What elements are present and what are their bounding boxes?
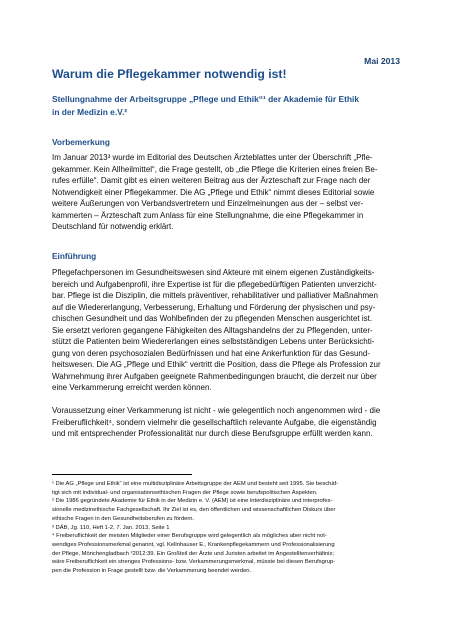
subtitle-line-1: Stellungnahme der Arbeitsgruppe „Pflege und Ethik“¹ der Akademie für Ethik bbox=[52, 94, 359, 104]
text-line: rufes erfülle“. Damit gibt es einen weiteren Beitrag aus der Ärzteschaft zur Frage nach der bbox=[52, 176, 371, 185]
text-line: gekammer. Kein Allheilmittel“, die Frage gestellt, ob „die Pflege die Kriterien eines freien Be- bbox=[52, 164, 378, 174]
footnote-line: ⁴ Freiberuflichkeit der meisten Mitglieder einer Berufsgruppe wird gelegentlich als mögliches aber nicht not- bbox=[52, 533, 327, 540]
text-line: eine Verkammerung erreicht werden können. bbox=[52, 383, 212, 392]
footnote-line: sionelle medizinethische Fachgesellschaft. Ihr Ziel ist es, den öffentlichen und wissenschaftlichen Diskurs über bbox=[52, 507, 336, 514]
text-line: kammerten – Ärzteschaft zum Anlass für eine Stellungnahme, die eine Pflegekammer in bbox=[52, 210, 364, 220]
text-line: chischen Gesundheit und das Wohlbefinden der zu pflegenden Menschen ausgerichtet ist. bbox=[52, 314, 373, 323]
text-line: heitswesen. Die AG „Pflege und Ethik“ vertritt die Position, dass die Pflege als Profession zur bbox=[52, 360, 381, 369]
text-line: Voraussetzung einer Verkammerung ist nicht - wie gelegentlich noch angenommen wird - die bbox=[52, 406, 381, 415]
text-line: bereich und Aufgabenprofil, ihre Expertise ist für die pflegebedürftigen Patienten unverzicht- bbox=[52, 279, 377, 289]
paragraph-voraussetzung bbox=[52, 405, 402, 440]
footnote-line: wäre Freiberuflichkeit ein strenges Professions- bzw. Verkammerungsmerkmal, müsste bei diesen Berufsgrup- bbox=[52, 559, 336, 566]
paragraph-einfuehrung bbox=[52, 267, 402, 394]
text-line: Deutschland für notwendig erklärt. bbox=[52, 222, 174, 231]
paragraph-vorbemerkung bbox=[52, 152, 402, 233]
text-line: Pflegefachpersonen im Gesundheitswesen sind Akteure mit einem eigenen Zuständigkeits- bbox=[52, 268, 375, 277]
footnotes bbox=[52, 480, 412, 576]
document-subtitle bbox=[52, 93, 402, 119]
footnote-separator bbox=[52, 474, 192, 475]
footnote-line: der Pflege, Mönchengladbach ²2012:39. Ein Großteil der Ärzte und Juristen arbeitet im Angestelltenverhältnis; bbox=[52, 550, 334, 557]
document-title: Warum die Pflegekammer notwendig ist! bbox=[52, 67, 287, 81]
text-line: Freiberuflichkeit⁴, sondern vielmehr die gesellschaftlich relevante Aufgabe, die eigenständig bbox=[52, 417, 377, 427]
text-line: Im Januar 2013³ wurde im Editorial des Deutschen Ärzteblattes unter der Überschrift „Pfle- bbox=[52, 153, 373, 162]
text-line: Sie ersetzt verloren gegangene Fähigkeiten des Alltagshandelns der zu Pflegenden, unter- bbox=[52, 325, 373, 335]
footnote-line: tigt sich mit individual- und organisationsethischen Fragen der Pflege sowie berufspolitischen Aspekten. bbox=[52, 489, 318, 496]
footnote-line: ethische Fragen in den Gesundheitsberufen zu fördern. bbox=[52, 515, 195, 522]
text-line: gung von deren psychosozialen Bedürfnissen und hat eine Ankerfunktion für das Gesund- bbox=[52, 348, 370, 358]
text-line: bar. Pflege ist die Disziplin, die mittels präventiver, rehabilitativer und palliativer Maßnahmen bbox=[52, 291, 378, 300]
heading-vorbemerkung: Vorbemerkung bbox=[52, 137, 110, 147]
footnote-line: pen die Profession in Frage gestellt bzw. die Verkammerung beendet werden. bbox=[52, 568, 252, 575]
footnote-line: ³ DÄB, Jg. 110, Heft 1-2, 7. Jan. 2013, Seite 1 bbox=[52, 524, 170, 531]
text-line: Notwendigkeit einer Pflegekammer. Die AG „Pflege und Ethik“ nimmt dieses Editorial sowie bbox=[52, 187, 375, 197]
document-date: Mai 2013 bbox=[364, 56, 400, 66]
footnote-line: ² Die 1986 gegründete Akademie für Ethik in der Medizin e. V. (AEM) ist eine interdisziplinäre und interprofes- bbox=[52, 498, 333, 505]
text-line: stützt die Patienten beim Wiedererlangen eines selbstständigen Lebens unter Berücksichti- bbox=[52, 337, 375, 346]
text-line: auf die Wiedererlangung, Verbesserung, Erhaltung und Förderung der physischen und psy- bbox=[52, 302, 376, 312]
text-line: Wahrnehmung ihrer Aufgaben geeignete Rahmenbedingungen braucht, die derzeit nur über bbox=[52, 371, 377, 381]
text-line: und mit entsprechender Professionalität nur durch diese Berufsgruppe erfüllt werden kann. bbox=[52, 429, 373, 438]
footnote-line: ¹ Die AG „Pflege und Ethik“ ist eine multidisziplinäre Arbeitsgruppe der AEM und besteht seit 1995. Sie beschäf- bbox=[52, 481, 339, 487]
subtitle-line-2: in der Medizin e.V.² bbox=[52, 107, 128, 117]
heading-einfuehrung: Einführung bbox=[52, 251, 97, 261]
footnote-line: wendiges Professionsmerkmal genannt, vgl. Kellnhauser E., Krankenpflegekammern und Professionalisierung bbox=[52, 541, 335, 548]
text-line: weitere Äußerungen von Verbandsvertretern und Einzelmeinungen aus der – selbst ver- bbox=[52, 199, 364, 208]
